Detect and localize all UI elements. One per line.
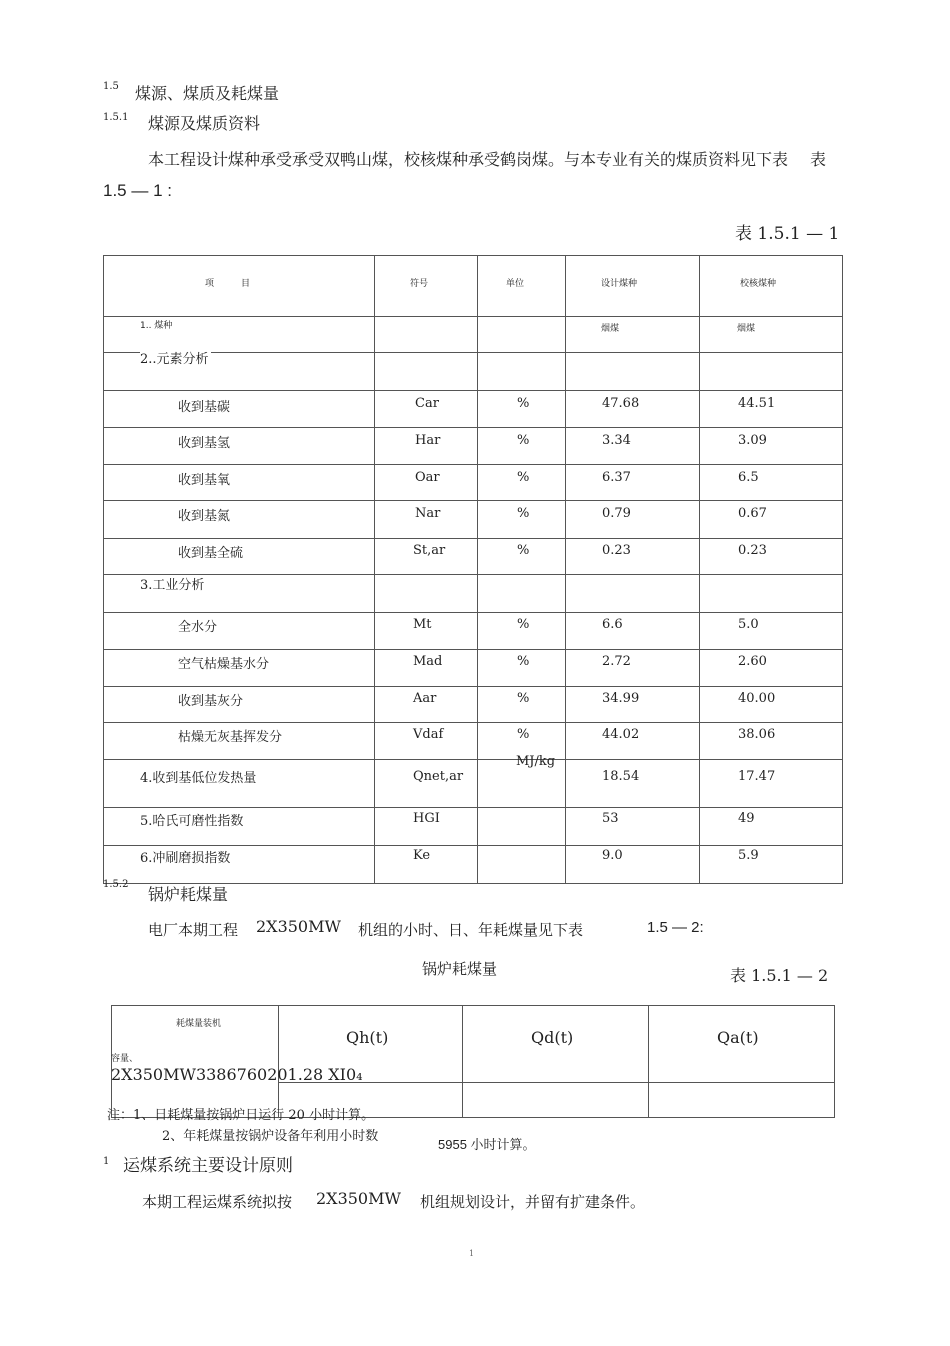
table-row-symbol: St,ar [413,543,446,558]
table-row-design: 3.34 [602,433,631,448]
table-row-design: 44.02 [602,727,640,742]
section-element-analysis: 2..元素分析 [140,348,211,367]
row-ke-symbol: Ke [413,848,431,863]
table-row-label: 收到基灰分 [178,694,244,709]
table1-caption: 表 1.5.1 — 1 [735,224,840,244]
table-row-symbol: Har [415,433,441,448]
table2-col-day: Qd(t) [531,1028,574,1047]
table-row-unit: % [517,654,530,669]
table-row-check: 44.51 [738,396,776,411]
heading-1-5-1: 煤源及煤质资料 [148,114,261,133]
para2-d: 1.5 — 2: [647,919,704,936]
table2-header-small: 耗煤量装机 [176,1019,222,1029]
table-row-symbol: Car [415,396,439,411]
intro-line-2: 1.5 — 1 : [103,181,172,200]
table-row-unit: % [517,691,530,706]
table-row-symbol: Mt [413,617,432,632]
table-row-label: 收到基氮 [178,509,231,524]
table-row-unit: % [517,433,530,448]
table-row-design: 0.79 [602,506,631,521]
para2-a: 电厂本期工程 [148,921,239,939]
header-item: 项 目 [205,279,251,289]
heading-1-5: 煤源、煤质及耗煤量 [135,84,280,103]
coal-quality-table [103,255,843,884]
table2-title: 锅炉耗煤量 [422,960,498,978]
table-row-label: 全水分 [178,620,218,635]
header-check-coal: 校核煤种 [740,279,777,289]
row-hgi-symbol: HGI [413,811,440,826]
table-row-unit: % [517,396,530,411]
row-hgi-design: 53 [602,811,619,826]
table-row-label: 收到基全硫 [178,546,244,561]
table-row-label: 收到基氢 [178,436,231,451]
table2-col-year: Qa(t) [717,1028,759,1047]
row-heat-check: 17.47 [738,769,776,784]
table-row-symbol: Mad [413,654,443,669]
table-row-design: 47.68 [602,396,640,411]
note-2: 2、年耗煤量按锅炉设备年利用小时数 [162,1129,379,1144]
note-1: 注：1、日耗煤量按锅炉日运行 20 小时计算。 [107,1108,375,1123]
table-row-design: 0.23 [602,543,631,558]
table-row-design: 6.6 [602,617,623,632]
table-row-unit: % [517,727,530,742]
header-design-coal: 设计煤种 [601,279,638,289]
table2-header-small-2: 容量、 [111,1054,139,1064]
row-coal-type-design: 烟煤 [601,324,620,334]
table-row-design: 34.99 [602,691,640,706]
table-row-unit: % [517,470,530,485]
intro-line-1: 本工程设计煤种承受承受双鸭山煤，校核煤种承受鹤岗煤。与本专业有关的煤质资料见下表 [148,150,789,169]
para2-c: 机组的小时、日、年耗煤量见下表 [358,921,584,939]
table-row-unit: % [517,543,530,558]
row-hgi-label: 5.哈氏可磨性指数 [140,814,244,829]
section-industrial-analysis: 3.工业分析 [140,578,205,593]
heading-1-5-2: 锅炉耗煤量 [148,885,229,904]
page-number: 1 [469,1249,475,1258]
row-heat-design: 18.54 [602,769,640,784]
table-row-label: 收到基碳 [178,400,231,415]
para3-a: 本期工程运煤系统拟按 [142,1193,293,1211]
row-coal-type-check: 烟煤 [737,324,756,334]
table2-caption: 表 1.5.1 — 2 [730,966,829,985]
table-row-label: 收到基氧 [178,473,231,488]
table-row-unit: % [517,506,530,521]
heading-transport: 运煤系统主要设计原则 [123,1156,293,1176]
heading-1-5-2-number: 1.5.2 [103,879,129,890]
note-2-tail: 5955 小时计算。 [438,1137,536,1152]
row-ke-design: 9.0 [602,848,623,863]
table-row-label: 枯燥无灰基挥发分 [178,730,283,745]
heading-transport-number: 1 [103,1156,110,1167]
table-row-check: 2.60 [738,654,767,669]
table-row-check: 0.23 [738,543,767,558]
unit-mj-kg: MJ/kg [516,754,556,769]
para3-b: 2X350MW [316,1189,401,1208]
row-ke-label: 6.冲刷磨损指数 [140,851,231,866]
table2-col-hour: Qh(t) [346,1028,389,1047]
table-row-symbol: Nar [415,506,441,521]
table-row-label: 空气枯燥基水分 [178,657,270,672]
table-row-symbol: Aar [413,691,437,706]
table-row-check: 3.09 [738,433,767,448]
heading-1-5-1-number: 1.5.1 [103,112,129,123]
row-heat-label: 4.收到基低位发热量 [140,771,257,786]
intro-line-1-tail: 表 [810,150,827,169]
table-row-design: 2.72 [602,654,631,669]
para3-c: 机组规划设计，并留有扩建条件。 [420,1193,646,1211]
table-row-check: 40.00 [738,691,776,706]
para2-b: 2X350MW [256,917,341,936]
header-symbol: 符号 [410,279,429,289]
table-row-check: 6.5 [738,470,759,485]
row-coal-type-label: 1.. 煤种 [140,321,173,331]
table-row-check: 0.67 [738,506,767,521]
heading-1-5-number: 1.5 [103,81,119,92]
table-row-unit: % [517,617,530,632]
row-ke-check: 5.9 [738,848,759,863]
row-hgi-check: 49 [738,811,755,826]
table-row-symbol: Vdaf [413,727,444,742]
table-row-check: 5.0 [738,617,759,632]
table2-data-line: 2X350MW3386760201.28 XI0₄ [111,1065,363,1084]
header-unit: 单位 [506,279,525,289]
table-row-check: 38.06 [738,727,776,742]
row-heat-symbol: Qnet,ar [413,769,464,784]
table-row-symbol: Oar [415,470,440,485]
table-row-design: 6.37 [602,470,631,485]
